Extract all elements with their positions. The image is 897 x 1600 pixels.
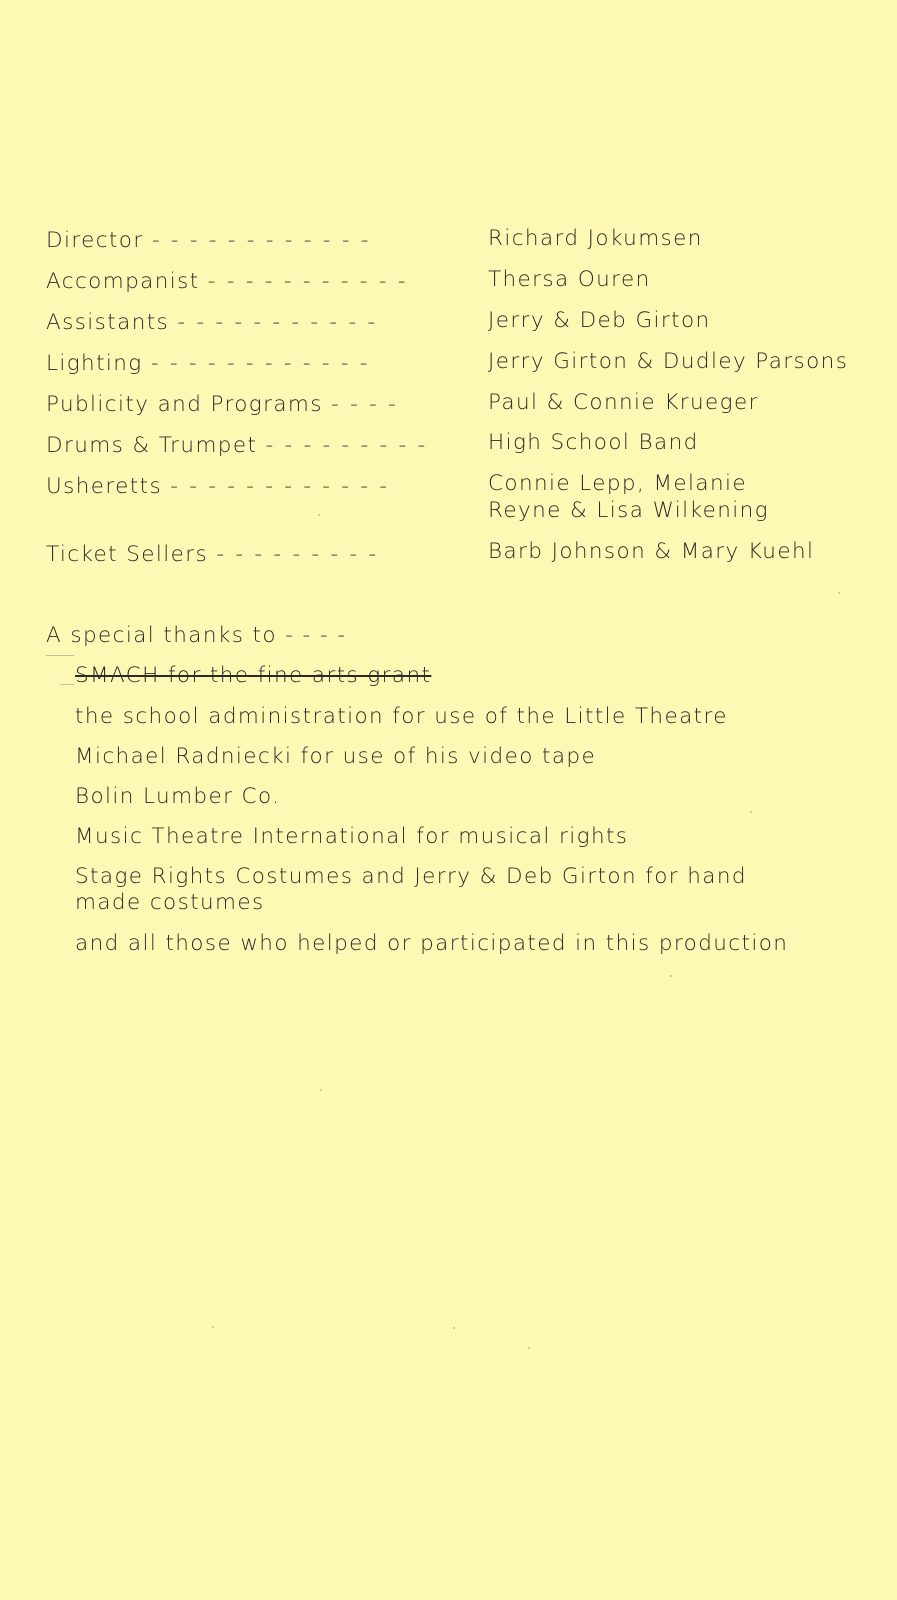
paper-speck — [453, 1327, 455, 1329]
role-label: Accompanist — [46, 269, 200, 294]
thanks-item: Stage Rights Costumes and Jerry & Deb Girton for hand — [75, 864, 747, 889]
dash-leader: - - - - - - - - - — [216, 542, 379, 567]
paper-speck — [750, 811, 752, 813]
paper-speck — [320, 1089, 322, 1091]
credit-name-accompanist: Thersa Ouren — [488, 267, 651, 292]
role-label: Director — [46, 228, 144, 253]
credit-role-usheretts — [46, 474, 389, 499]
pencil-mark — [60, 684, 74, 685]
paper-speck — [318, 514, 320, 516]
credit-role-accompanist — [46, 269, 408, 294]
credit-name-publicity: Paul & Connie Krueger — [488, 390, 759, 415]
credit-name-usheretts-continued: Reyne & Lisa Wilkening — [488, 498, 769, 523]
credit-name-usheretts: Connie Lepp, Melanie — [488, 471, 747, 496]
role-label: Lighting — [46, 351, 143, 376]
thanks-item-struck: SMACH for the fine arts grant — [75, 663, 432, 688]
thanks-item: Music Theatre International for musical rights — [75, 824, 629, 849]
credit-name-lighting: Jerry Girton & Dudley Parsons — [488, 349, 849, 374]
credit-role-director — [46, 228, 371, 253]
role-label: Ticket Sellers — [46, 542, 209, 567]
credit-role-publicity — [46, 392, 398, 417]
dash-leader: - - - - - - - - - - - — [207, 269, 408, 294]
thanks-item: Bolin Lumber Co. — [75, 784, 281, 809]
pencil-mark — [46, 655, 74, 656]
role-label: Assistants — [46, 310, 170, 335]
credit-role-assistants — [46, 310, 377, 335]
dash-leader: - - - - - - - - - - - - — [150, 351, 370, 376]
credit-name-ticket-sellers: Barb Johnson & Mary Kuehl — [488, 539, 815, 564]
dash-leader: - - - - - - - - - — [265, 433, 428, 458]
credit-role-ticket-sellers — [46, 542, 378, 567]
dash-leader: - - - - — [331, 392, 399, 417]
role-label: Publicity and Programs — [46, 392, 323, 417]
credit-name-assistants: Jerry & Deb Girton — [488, 308, 711, 333]
thanks-heading: A special thanks to - - - - — [46, 623, 347, 648]
dash-leader: - - - - - - - - - - - - — [151, 228, 371, 253]
thanks-item-continued: made costumes — [75, 890, 265, 915]
credit-role-lighting — [46, 351, 370, 376]
paper-speck — [670, 975, 672, 977]
thanks-item: Michael Radniecki for use of his video tape — [75, 744, 597, 769]
credit-name-director: Richard Jokumsen — [488, 226, 703, 251]
dash-leader: - - - - - - - - - - - - — [170, 474, 390, 499]
paper-speck — [212, 1326, 214, 1328]
paper-speck — [528, 1347, 530, 1349]
dash-leader: - - - - - - - - - - - — [177, 310, 378, 335]
thanks-item: the school administration for use of the Little Theatre — [75, 704, 728, 729]
credit-name-drums: High School Band — [488, 430, 699, 455]
role-label: Usheretts — [46, 474, 163, 499]
thanks-item: and all those who helped or participated in this production — [75, 931, 789, 956]
paper-speck — [838, 592, 840, 594]
role-label: Drums & Trumpet — [46, 433, 258, 458]
credit-role-drums — [46, 433, 427, 458]
